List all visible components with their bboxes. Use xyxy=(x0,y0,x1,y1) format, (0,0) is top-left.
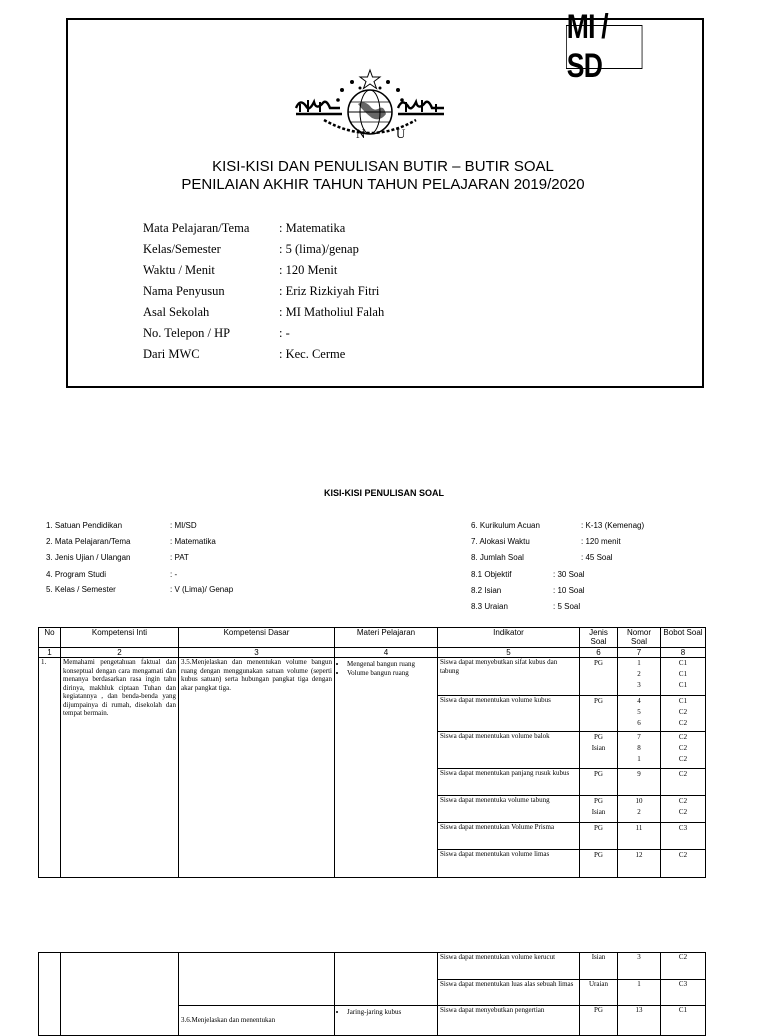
bobot-cell: C1 C2 C2 xyxy=(661,696,706,732)
nomor-cell: 13 xyxy=(618,1006,661,1036)
table-number-row xyxy=(39,648,706,658)
meta-label: 8. Jumlah Soal xyxy=(471,553,524,562)
bobot-cell: C2 xyxy=(661,769,706,796)
header-cell: No xyxy=(39,628,61,648)
indikator-cell: Siswa dapat menyebutkan sifat kubus dan tabung xyxy=(438,658,580,696)
meta-value: : MI/SD xyxy=(170,521,197,530)
indikator-cell: Siswa dapat menentukan panjang rusuk kubus xyxy=(438,769,580,796)
col-number: 1 xyxy=(39,648,61,658)
meta-value: : 120 menit xyxy=(581,537,621,546)
meta-label: 6. Kurikulum Acuan xyxy=(471,521,540,530)
jenis-cell: PG xyxy=(580,1006,618,1036)
nu-logo-icon xyxy=(290,68,450,146)
header-cell: Jenis Soal xyxy=(580,628,618,648)
meta-value: : 30 Soal xyxy=(553,570,585,579)
nomor-cell: 1 xyxy=(618,980,661,1006)
kisi-table-continued xyxy=(38,952,706,1036)
logo-letter-n: N xyxy=(356,126,366,141)
jenis-cell: PG Isian xyxy=(580,796,618,823)
cover-title-1: KISI-KISI DAN PENULISAN BUTIR – BUTIR SOAL xyxy=(212,158,554,175)
meta-value: : 5 Soal xyxy=(553,602,581,611)
nomor-cell: 12 xyxy=(618,850,661,878)
indikator-cell: Siswa dapat menyebutkan pengertian xyxy=(438,1006,580,1036)
indikator-cell: Siswa dapat menentukan Volume Prisma xyxy=(438,823,580,850)
indikator-cell: Siswa dapat menentuka volume tabung xyxy=(438,796,580,823)
indikator-cell: Siswa dapat menentukan volume limas xyxy=(438,850,580,878)
header-cell: Indikator xyxy=(438,628,580,648)
indikator-cell: Siswa dapat menentukan volume balok xyxy=(438,732,580,769)
jenis-cell: PG xyxy=(580,658,618,696)
kisi-table xyxy=(38,627,706,878)
meta-value: : 10 Soal xyxy=(553,586,585,595)
materi-item: • Volume bangun ruang xyxy=(347,669,435,678)
meta-value: : - xyxy=(170,570,178,579)
indikator-cell: Siswa dapat menentukan volume kerucut xyxy=(438,953,580,980)
col-number: 4 xyxy=(335,648,438,658)
header-cell: Kompetensi Inti xyxy=(61,628,179,648)
col-number: 2 xyxy=(61,648,179,658)
header-cell: Kompetensi Dasar xyxy=(179,628,335,648)
header-cell: Materi Pelajaran xyxy=(335,628,438,648)
nomor-cell: 4 5 6 xyxy=(618,696,661,732)
col-number: 5 xyxy=(438,648,580,658)
cover-title-2: PENILAIAN AKHIR TAHUN TAHUN PELAJARAN 2019/2020 xyxy=(181,176,585,193)
bobot-cell: C3 xyxy=(661,980,706,1006)
nomor-cell: 11 xyxy=(618,823,661,850)
jenis-cell: PG xyxy=(580,769,618,796)
kompetensi-inti-cell: Memahami pengetahuan faktual dan konseptual dengan cara mengamati dan menanya berdasarkan rasa ingin tahu dirinya, makhluk ciptaan Tuhan dan kegiatannya , dan benda-benda yang dijumpainya di rumah, disekolah dan tempat bermain. xyxy=(61,658,179,878)
logo-letter-u: U xyxy=(396,126,406,141)
nomor-cell: 9 xyxy=(618,769,661,796)
meta-label: 8.2 Isian xyxy=(471,586,502,595)
meta-label: 4. Program Studi xyxy=(46,570,107,579)
bobot-cell: C2 C2 C2 xyxy=(661,732,706,769)
nomor-cell: 1 2 3 xyxy=(618,658,661,696)
nomor-cell: 3 xyxy=(618,953,661,980)
meta-value: : V (Lima)/ Genap xyxy=(170,585,234,594)
jenis-cell: Isian xyxy=(580,953,618,980)
meta-label: 8.3 Uraian xyxy=(471,602,508,611)
kompetensi-dasar-cell: 3.6.Menjelaskan dan menentukan xyxy=(179,1006,335,1036)
bobot-cell: C2 C2 xyxy=(661,796,706,823)
meta-label: 3. Jenis Ujian / Ulangan xyxy=(46,553,131,562)
bobot-cell: C2 xyxy=(661,850,706,878)
table-row xyxy=(39,953,706,980)
meta-value: : K-13 (Kemenag) xyxy=(581,521,645,530)
jenis-cell: PG xyxy=(580,850,618,878)
meta-label: 7. Alokasi Waktu xyxy=(471,537,530,546)
meta-value: : 45 Soal xyxy=(581,553,613,562)
indikator-cell: Siswa dapat menentukan luas alas sebuah limas xyxy=(438,980,580,1006)
row-number: 1. xyxy=(39,658,61,878)
col-number: 3 xyxy=(179,648,335,658)
indikator-cell: Siswa dapat menentukan volume kubus xyxy=(438,696,580,732)
col-number: 8 xyxy=(661,648,706,658)
materi-cell xyxy=(335,658,438,878)
table-header-row xyxy=(39,628,706,648)
header-cell: Nomor Soal xyxy=(618,628,661,648)
bobot-cell: C1 C1 C1 xyxy=(661,658,706,696)
meta-label: 1. Satuan Pendidikan xyxy=(46,521,123,530)
meta-label: 8.1 Objektif xyxy=(471,570,512,579)
bobot-cell: C2 xyxy=(661,953,706,980)
row-number xyxy=(39,953,61,1036)
bobot-cell: C1 xyxy=(661,1006,706,1036)
kompetensi-dasar-cell: 3.5.Menjelaskan dan menentukan volume bangun ruang dengan menggunakan satuan volume (seperti kubus satuan) serta hubungan pangkat tiga dengan akar pangkat tiga. xyxy=(179,658,335,878)
col-number: 6 xyxy=(580,648,618,658)
materi-cell xyxy=(335,1006,438,1036)
kompetensi-inti-cell xyxy=(61,953,179,1036)
meta-value: : PAT xyxy=(170,553,189,562)
col-number: 7 xyxy=(618,648,661,658)
meta-label: 5. Kelas / Semester xyxy=(46,585,116,594)
meta-label: 2. Mata Pelajaran/Tema xyxy=(46,537,131,546)
table-row xyxy=(39,658,706,696)
jenis-cell: PG xyxy=(580,696,618,732)
header-cell: Bobot Soal xyxy=(661,628,706,648)
materi-item: • Jaring-jaring kubus xyxy=(347,1008,435,1017)
bobot-cell: C3 xyxy=(661,823,706,850)
section-title: KISI-KISI PENULISAN SOAL xyxy=(323,488,444,498)
level-badge: MI / SD xyxy=(566,25,642,69)
jenis-cell: Uraian xyxy=(580,980,618,1006)
nomor-cell: 10 2 xyxy=(618,796,661,823)
materi-cell xyxy=(335,953,438,1006)
meta-value: : Matematika xyxy=(170,537,216,546)
jenis-cell: PG xyxy=(580,823,618,850)
materi-item: • Mengenal bangun ruang xyxy=(347,660,435,669)
kompetensi-dasar-cell xyxy=(179,953,335,1006)
nomor-cell: 7 8 1 xyxy=(618,732,661,769)
jenis-cell: PG Isian xyxy=(580,732,618,769)
